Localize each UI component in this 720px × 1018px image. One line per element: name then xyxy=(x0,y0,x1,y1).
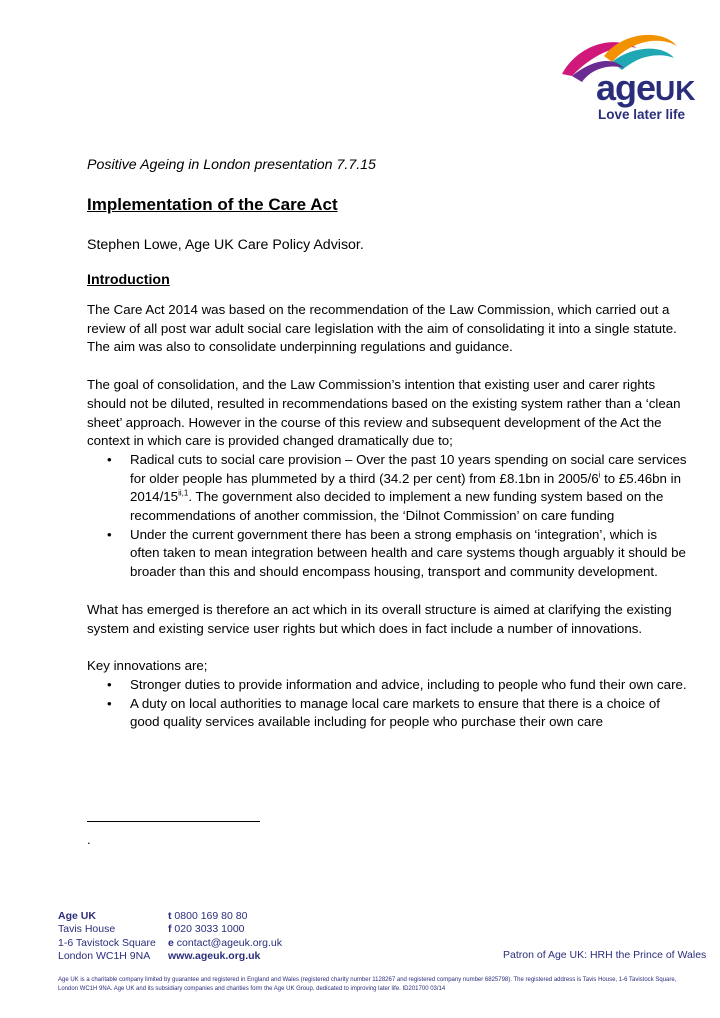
footnote-text: . xyxy=(87,832,91,847)
fax-label: f xyxy=(168,923,172,936)
age-uk-logo xyxy=(530,26,700,126)
footer-address-line-3: London WC1H 9NA xyxy=(58,950,151,963)
footer-legal-notice: Age UK is a charitable company limited by guarantee and registered in England and Wales (registered charity number 1128267 and registered company number 6825798). The registered address is Tavis House, 1-6 Tavistock Square, London WC1H 9NA. Age UK and its subsidiary companies and charities form the Age UK Group, dedicated to improving later life. ID201700 03/14 xyxy=(58,977,677,992)
bullet1-text-b: to £5.46bn in 2014/15 xyxy=(130,470,681,505)
document-body xyxy=(87,157,687,751)
email-label: e xyxy=(168,936,174,949)
footnote-ref-ii[interactable]: ii,1 xyxy=(178,488,189,498)
footer-email-link[interactable]: contact@ageuk.org.uk xyxy=(176,936,282,949)
paragraph-3: What has emerged is therefore an act which in its overall structure is aimed at clarifying the existing system and existing service user rights but which does in fact include a number of innovations. xyxy=(87,601,672,636)
list-item: • A duty on local authorities to manage local care markets to ensure that there is a choice of good quality services available including for people who purchase their own care xyxy=(130,695,687,732)
footnote-separator xyxy=(87,821,260,822)
innovations-bullet-list xyxy=(87,676,687,732)
footer-fax: 020 3033 1000 xyxy=(174,923,245,936)
footer-org-name: Age UK xyxy=(58,910,96,922)
presentation-subtitle: Positive Ageing in London presentation 7.7.15 xyxy=(87,157,376,173)
list-item xyxy=(130,451,687,526)
footer-address-line-2: 1-6 Tavistock Square xyxy=(58,936,156,949)
paragraph-4: Key innovations are; xyxy=(87,658,208,674)
context-bullet-list xyxy=(87,451,687,582)
logo-word-age: age xyxy=(596,67,656,108)
footer-website-link[interactable]: www.ageuk.org.uk xyxy=(168,950,261,963)
footnote-ref-i[interactable]: i xyxy=(598,470,601,480)
document-title: Implementation of the Care Act xyxy=(87,195,338,214)
phone-label: t xyxy=(168,910,172,922)
logo-tagline: Love later life xyxy=(598,107,686,122)
footer-address xyxy=(58,910,156,964)
logo-wordmark xyxy=(596,67,696,108)
footer-address-line-1: Tavis House xyxy=(58,923,116,936)
footer-contacts xyxy=(168,910,282,964)
logo-word-uk: UK xyxy=(655,75,696,106)
paragraph-1: The Care Act 2014 was based on the recommendation of the Law Commission, which carried out a review of all post war adult social care legislation with the aim of consolidating it into a single statute. The aim was also to consolidate underpinning regulations and guidance. xyxy=(87,302,677,355)
bullet1-text-a: Radical cuts to social care provision – Over the past 10 years spending on social care services for older people has plummeted by a third (34.2 per cent) from £8.1bn in 2005/6 xyxy=(130,451,687,486)
list-item: • Stronger duties to provide information and advice, including to people who fund their own care. xyxy=(130,676,687,695)
bullet1-text-c: . The government also decided to implement a new funding system based on the recommendations of another commission, the ‘Dilnot Commission’ on care funding xyxy=(130,489,664,524)
footer-patron: Patron of Age UK: HRH the Prince of Wales xyxy=(503,949,707,961)
paragraph-2: The goal of consolidation, and the Law Commission’s intention that existing user and carer rights should not be diluted, resulted in recommendations based on the existing system rather than a ‘clean sheet’ approach. However in the course of this review and subsequent development of the Act the context in which care is provided changed dramatically due to; xyxy=(87,377,681,449)
author-line: Stephen Lowe, Age UK Care Policy Advisor. xyxy=(87,237,364,253)
footer-phone[interactable]: 0800 169 80 80 xyxy=(174,910,248,922)
list-item: • Under the current government there has been a strong emphasis on ‘integration’, which is often taken to mean integration between health and care systems though arguably it should be broader than this and should encompass housing, transport and community development. xyxy=(130,526,687,582)
section-heading-introduction: Introduction xyxy=(87,272,170,288)
